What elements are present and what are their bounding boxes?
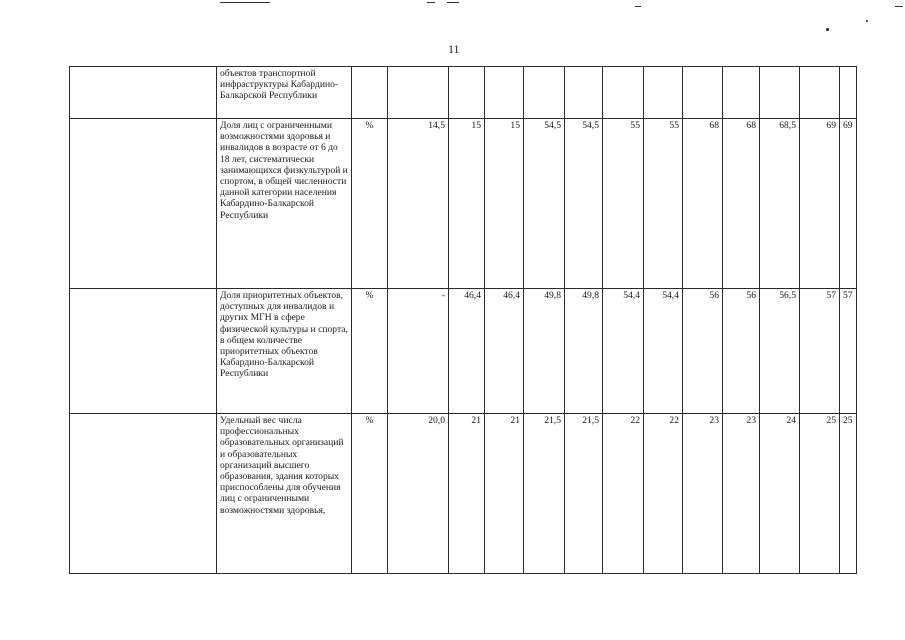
value-cell: 23 [723,414,760,574]
indicator-table [69,66,857,574]
unit-cell: % [352,414,388,574]
table-row [70,414,857,574]
value-cell: 68 [683,119,723,289]
row-number-cell [70,289,217,414]
value-cell [800,67,840,119]
unit-cell: % [352,289,388,414]
value-cell [449,67,485,119]
value-cell: 20,0 [388,414,449,574]
value-cell: 57 [800,289,840,414]
table-row [70,289,857,414]
value-cell: 54,5 [565,119,603,289]
value-cell: 14,5 [388,119,449,289]
value-cell [760,67,800,119]
value-cell: 54,4 [603,289,644,414]
value-cell: 69 [840,119,857,289]
value-cell: 56 [683,289,723,414]
indicator-name-cell: Доля приоритетных объектов, доступных для инвалидов и других МГН в сфере физической культуры и спорта, в общем количестве приоритетных объектов Кабардино-Балкарской Республики [217,289,352,414]
indicator-name-cell: объектов транспортной инфраструктуры Кабардино-Балкарской Республики [217,67,352,119]
value-cell [388,67,449,119]
row-number-cell [70,119,217,289]
value-cell: 54,5 [524,119,565,289]
value-cell: 56,5 [760,289,800,414]
value-cell [644,67,683,119]
value-cell: 55 [644,119,683,289]
value-cell [603,67,644,119]
value-cell: 49,8 [524,289,565,414]
page-number: 11 [448,42,460,56]
value-cell: 69 [800,119,840,289]
value-cell: 15 [485,119,524,289]
value-cell: 21 [485,414,524,574]
scan-dot [866,20,868,22]
row-number-cell [70,67,217,119]
indicator-name-cell: Доля лиц с ограниченными возможностями здоровья и инвалидов в возрасте от 6 до 18 лет, систематически занимающихся физкультурой и спортом, в общей численности данной категории населения Кабардино-Балкарской Республики [217,119,352,289]
value-cell [524,67,565,119]
value-cell: 68 [723,119,760,289]
scan-dot [826,28,829,31]
value-cell: 57 [840,289,857,414]
value-cell [840,67,857,119]
value-cell: 68,5 [760,119,800,289]
value-cell: 54,4 [644,289,683,414]
scan-artifact [895,6,903,7]
value-cell: 25 [840,414,857,574]
value-cell: 24 [760,414,800,574]
value-cell: 25 [800,414,840,574]
unit-cell: % [352,119,388,289]
value-cell: 22 [644,414,683,574]
value-cell [565,67,603,119]
unit-cell [352,67,388,119]
value-cell: 46,4 [449,289,485,414]
scan-artifact [427,2,435,3]
table-row [70,119,857,289]
scan-artifact [635,6,641,7]
value-cell [485,67,524,119]
value-cell: 21,5 [565,414,603,574]
value-cell: 21 [449,414,485,574]
table-row [70,67,857,119]
value-cell: 46,4 [485,289,524,414]
scan-artifact [220,2,270,3]
scan-artifact [447,2,459,3]
value-cell: 22 [603,414,644,574]
value-cell: 55 [603,119,644,289]
value-cell: 21,5 [524,414,565,574]
value-cell [683,67,723,119]
row-number-cell [70,414,217,574]
value-cell: 56 [723,289,760,414]
value-cell [723,67,760,119]
value-cell: 49,8 [565,289,603,414]
value-cell: 15 [449,119,485,289]
value-cell: 23 [683,414,723,574]
indicator-name-cell: Удельный вес числа профессиональных образовательных организаций и образовательных организаций высшего образования, здания которых приспособлены для обучения лиц с ограниченными возможностями здоровья, [217,414,352,574]
value-cell: - [388,289,449,414]
